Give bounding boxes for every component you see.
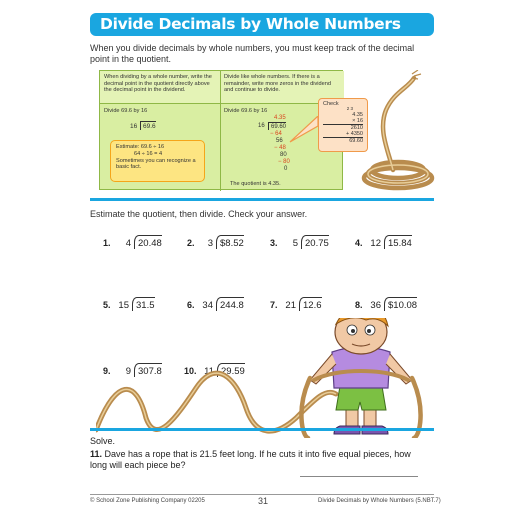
problem-dividend: 20.48 xyxy=(134,235,162,249)
example-left-sub: Divide 69.6 by 16 xyxy=(104,108,148,114)
problem-number: 3. xyxy=(270,238,278,248)
check-label: Check xyxy=(323,101,339,107)
boy-with-rope-illustration xyxy=(96,318,440,438)
example-divider xyxy=(220,71,221,191)
check-line: × 16 xyxy=(323,118,363,125)
work-line: 56 xyxy=(276,138,283,144)
setup-divisor: 16 xyxy=(130,123,138,130)
problem-dividend: 307.8 xyxy=(134,363,162,377)
problem-number: 4. xyxy=(355,238,363,248)
check-line: 69.60 xyxy=(349,137,363,144)
title-bar xyxy=(90,13,434,36)
problem-divisor: 21 xyxy=(285,300,296,311)
problem-number: 10. xyxy=(184,366,197,376)
footer-divider xyxy=(90,494,434,495)
solve-label: Solve. xyxy=(90,436,116,446)
problem-divisor: 11 xyxy=(204,366,214,377)
work-line: 0 xyxy=(284,166,288,172)
word-problem-number: 11. xyxy=(90,449,103,459)
problem-dividend: 15.84 xyxy=(384,235,412,249)
problem-number: 6. xyxy=(187,300,195,310)
problem-dividend: $10.08 xyxy=(384,297,417,311)
example-right-sub: Divide 69.6 by 16 xyxy=(224,108,268,114)
problem-divisor: 15 xyxy=(118,300,129,311)
estimate-line: 64 ÷ 16 = 4 xyxy=(134,150,163,157)
problem-number: 8. xyxy=(355,300,363,310)
work-divisor: 16 xyxy=(258,123,265,129)
work-result: The quotient is 4.35. xyxy=(230,181,281,187)
estimate-line: Estimate: 69.6 ÷ 16 xyxy=(116,144,165,150)
section-divider xyxy=(90,198,434,201)
problem-number: 1. xyxy=(103,238,111,248)
page-number: 31 xyxy=(258,496,269,506)
problem-divisor: 34 xyxy=(202,300,213,311)
problem-number: 5. xyxy=(103,300,111,310)
check-line: 2610 xyxy=(350,124,363,131)
work-quotient: 4.35 xyxy=(274,115,286,121)
work-line: 80 xyxy=(280,152,287,158)
work-line: − 64 xyxy=(270,131,282,137)
problem-dividend: 29.59 xyxy=(217,363,245,377)
coiled-rope-illustration xyxy=(348,70,438,196)
footer-topic: Divide Decimals by Whole Numbers (5.NBT.7) xyxy=(318,498,441,504)
footer-copyright: © School Zone Publishing Company 02205 xyxy=(90,498,205,504)
example-left-head: When dividing by a whole number, write the decimal point in the quotient directly above the decimal point in the dividend. xyxy=(104,74,212,93)
problem-number: 7. xyxy=(270,300,278,310)
problem-number: 9. xyxy=(103,366,111,376)
page-title: Divide Decimals by Whole Numbers xyxy=(100,15,401,33)
problem-dividend: 31.5 xyxy=(132,297,155,311)
problem-dividend: 20.75 xyxy=(301,235,329,249)
intro-text: When you divide decimals by whole numbers, you must keep track of the decimal point in the quotient. xyxy=(90,43,415,64)
work-line: − 48 xyxy=(274,145,286,151)
estimate-note xyxy=(110,140,205,182)
setup-dividend: 69.6 xyxy=(140,121,156,130)
check-line: 2 3 xyxy=(346,106,353,111)
problem-dividend: 12.6 xyxy=(299,297,322,311)
instructions: Estimate the quotient, then divide. Check your answer. xyxy=(90,209,308,219)
estimate-line: Sometimes you can recognize a basic fact. xyxy=(116,157,196,171)
word-problem xyxy=(90,449,430,471)
problem-divisor: 36 xyxy=(370,300,381,311)
example-right-head: Divide like whole numbers. If there is a remainder, write more zeros in the dividend and continue to divide. xyxy=(224,74,331,93)
word-problem-text: Dave has a rope that is 21.5 feet long. If he cuts it into five equal pieces, how long will each piece be? xyxy=(90,449,411,470)
problem-divisor: 12 xyxy=(370,238,381,249)
problem-divisor: 4 xyxy=(125,238,131,249)
problem-dividend: $8.52 xyxy=(216,235,244,249)
section-divider xyxy=(90,428,434,431)
problem-divisor: 9 xyxy=(125,366,131,377)
problem-number: 2. xyxy=(187,238,195,248)
work-line: − 80 xyxy=(278,159,290,165)
problem-divisor: 3 xyxy=(207,238,213,249)
check-line: 4.35 xyxy=(352,111,363,118)
check-pointer xyxy=(288,116,320,146)
work-dividend: 69.60 xyxy=(268,122,286,130)
answer-line[interactable] xyxy=(300,476,418,477)
problem-dividend: 244.8 xyxy=(216,297,244,311)
check-line: + 4350 xyxy=(323,131,363,138)
problem-divisor: 5 xyxy=(292,238,298,249)
